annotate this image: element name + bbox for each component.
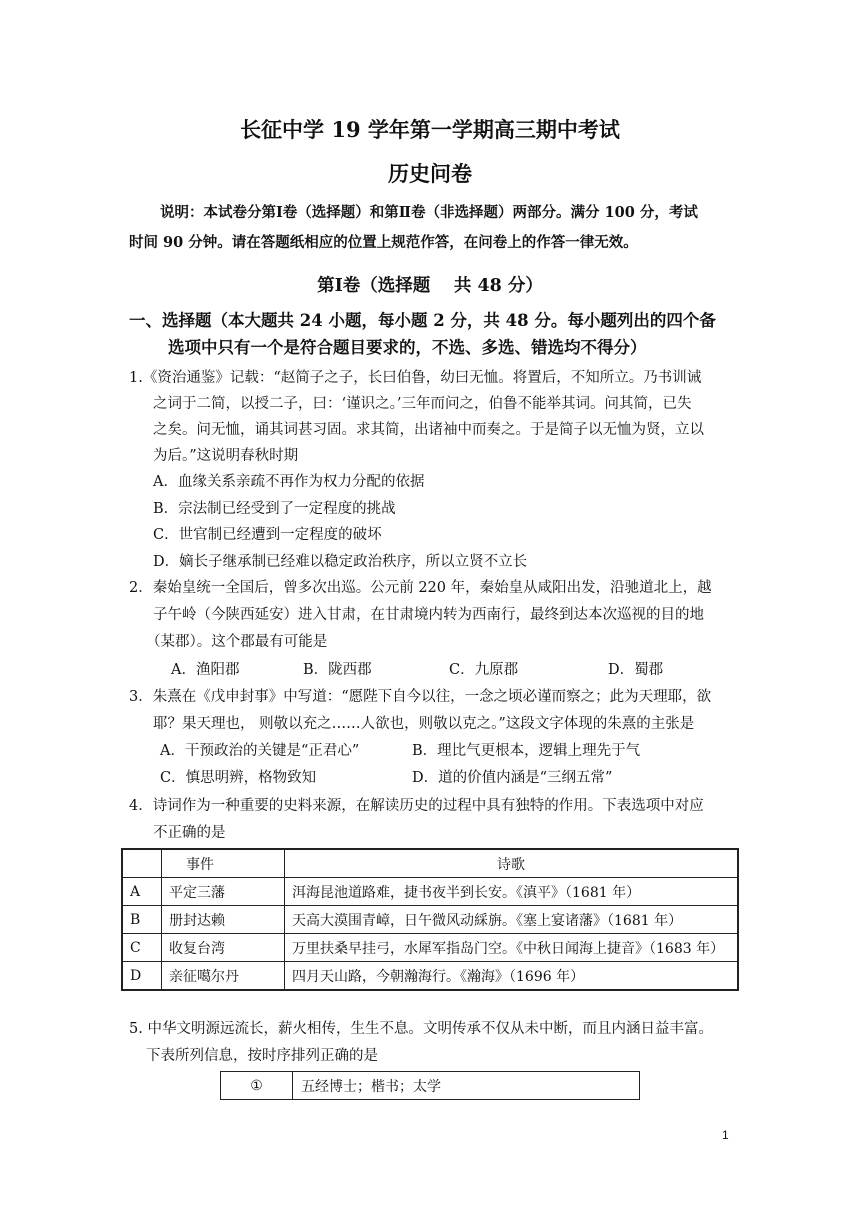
instructions-line-1: 说明：本试卷分第Ⅰ卷（选择题）和第Ⅱ卷（非选择题）两部分。满分 100 分，考试 [160,204,698,221]
q4-stem-line-1: 4．诗词作为一种重要的史料来源，在解读历史的过程中具有独特的作用。下表选项中对应 [129,798,704,814]
exam-title: 长征中学 19 学年第一学期高三期中考试 [240,117,620,142]
q1-stem-line-2: 之词于二简，以授二子，曰：‘谨识之。’三年而问之，伯鲁不能举其词。问其简，已失 [153,396,692,412]
table-cell: A [122,878,162,906]
q1-stem-line-1: 1.《资治通鉴》记载：“赵简子之子，长曰伯鲁，幼曰无恤。将置后，不知所立。乃书训诫 [129,370,702,386]
table-cell: C [122,934,162,962]
q5-table [220,1071,640,1100]
q2-stem-line-2: 子午岭（今陕西延安）进入甘肃，在甘肃境内转为西南行，最终到达本次巡视的目的地 [153,607,704,623]
q3-option-b: B．理比气更根本，逻辑上理先于气 [412,743,641,759]
exam-subtitle: 历史问卷 [388,161,472,186]
q3-option-c: C．慎思明辨，格物致知 [160,770,317,786]
table-cell: B [122,906,162,934]
table-cell: D [122,962,162,991]
table-cell: 四月天山路，今朝瀚海行。《瀚海》（1696 年） [285,962,739,991]
table-cell: 天高大漠围青嶂，日午微风动綵旃。《塞上宴诸藩》（1681 年） [285,906,739,934]
q3-stem-line-2: 耶？果天理也， 则敬以充之……人欲也，则敬以克之。”这段文字体现的朱熹的主张是 [153,716,695,732]
q3-stem-line-1: 3．朱熹在《戊申封事》中写道：“愿陛下自今以往，一念之顷必谨而察之；此为天理耶，欲 [129,689,712,705]
part-heading-line-2: 选项中只有一个是符合题目要求的，不选、多选、错选均不得分） [168,338,647,357]
table-cell: ① [221,1072,293,1100]
table-cell: 五经博士；楷书；太学 [293,1072,640,1100]
part-heading-line-1: 一、选择题（本大题共 24 小题，每小题 2 分，共 48 分。每小题列出的四个备 [129,311,716,330]
q1-stem-line-4: 为后。”这说明春秋时期 [153,448,299,464]
table-cell: 收复台湾 [162,934,285,962]
q1-option-a: A．血缘关系亲疏不再作为权力分配的依据 [153,474,425,490]
table-header-cell [122,849,162,878]
table-cell: 平定三藩 [162,878,285,906]
q3-option-a: A．干预政治的关键是“正君心” [160,743,360,759]
q1-option-b: B．宗法制已经受到了一定程度的挑战 [153,501,396,517]
q5-stem-line-2: 下表所列信息，按时序排列正确的是 [146,1048,378,1064]
table-row [122,962,738,991]
table-header-cell: 诗歌 [285,849,739,878]
table-row [122,906,738,934]
page-number: 1 [722,1128,729,1142]
table-cell: 洱海昆池道路难，捷书夜半到长安。《滇平》（1681 年） [285,878,739,906]
q4-stem-line-2: 不正确的是 [153,825,226,841]
section-title: 第Ⅰ卷（选择题 共 48 分） [317,276,543,296]
q2-option-c: C．九原郡 [449,662,519,678]
q2-option-d: D．蜀郡 [608,662,664,678]
table-cell: 万里扶桑早挂弓，水犀军指岛门空。《中秋日闻海上捷音》（1683 年） [285,934,739,962]
q2-stem-line-3: （某郡）。这个郡最有可能是 [146,634,328,650]
table-row [122,934,738,962]
q2-stem-line-1: 2．秦始皇统一全国后，曾多次出巡。公元前 220 年，秦始皇从咸阳出发，沿驰道北上，越 [129,580,712,596]
table-cell: 册封达赖 [162,906,285,934]
q1-stem-line-3: 之矣。问无恤，诵其词甚习固。求其简，出诸袖中而奏之。于是简子以无恤为贤，立以 [153,422,704,438]
instructions-line-2: 时间 90 分钟。请在答题纸相应的位置上规范作答，在问卷上的作答一律无效。 [129,234,638,251]
q5-stem-line-1: 5. 中华文明源远流长，薪火相传，生生不息。文明传承不仅从未中断，而且内涵日益丰富。 [129,1021,713,1037]
table-header-cell: 事件 [162,849,285,878]
q2-option-b: B．陇西郡 [303,662,372,678]
q1-option-c: C．世官制已经遭到一定程度的破坏 [153,527,382,543]
table-row [221,1072,640,1100]
table-row [122,878,738,906]
q3-option-d: D．道的价值内涵是“三纲五常” [412,770,613,786]
q2-option-a: A．渔阳郡 [171,662,240,678]
table-header-row [122,849,738,878]
table-cell: 亲征噶尔丹 [162,962,285,991]
q1-option-d: D．嫡长子继承制已经难以稳定政治秩序，所以立贤不立长 [153,554,528,570]
q4-table [121,848,739,991]
